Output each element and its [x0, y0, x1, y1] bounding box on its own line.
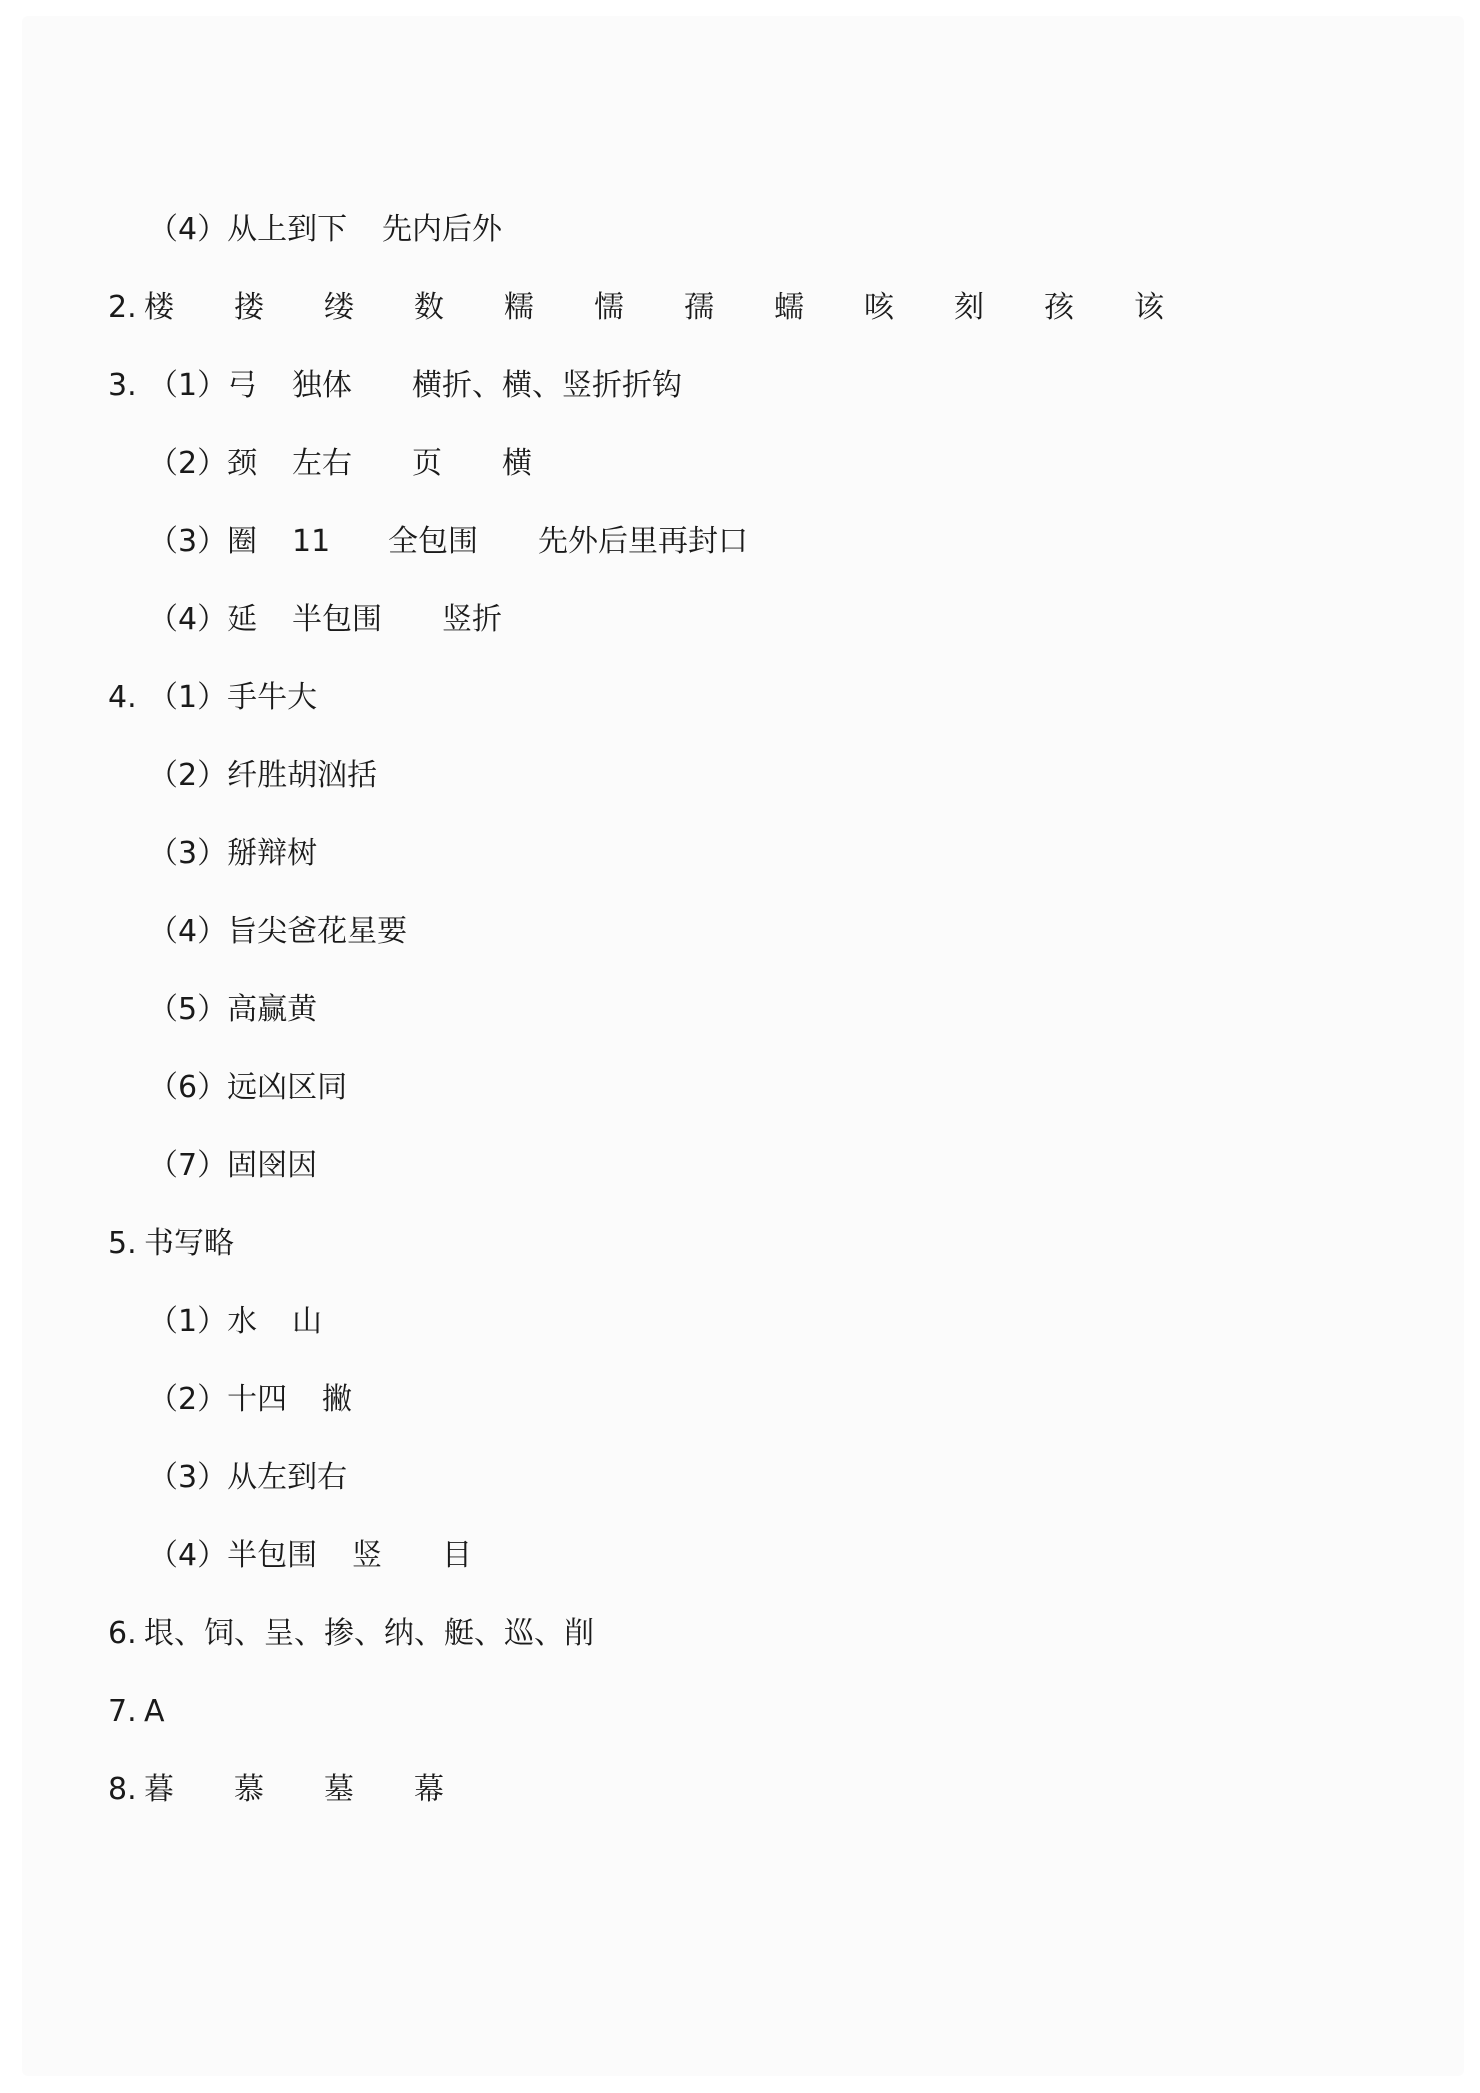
answer-text: 咳 — [864, 290, 894, 325]
question-number: 3. — [108, 368, 137, 403]
answer-text: 竖 — [352, 1538, 382, 1573]
answer-text: 先内后外 — [382, 212, 502, 247]
answer-text: 缕 — [324, 290, 354, 325]
answer-text: 垠、饲、呈、掺、纳、艇、巡、削 — [144, 1616, 594, 1651]
question-number: 7. — [108, 1694, 137, 1729]
answer-text: （3）掰辩树 — [148, 836, 318, 871]
answer-text: （1）水 — [148, 1304, 258, 1339]
answer-text: 刻 — [954, 290, 984, 325]
answer-text: （5）高赢黄 — [148, 992, 318, 1027]
answer-text: 目 — [442, 1538, 472, 1573]
answer-text: A — [144, 1694, 165, 1729]
question-number: 4. — [108, 680, 137, 715]
answer-text: （1）弓 — [148, 368, 258, 403]
answer-text: 先外后里再封口 — [538, 524, 748, 559]
answer-text: 书写略 — [144, 1226, 234, 1261]
answer-text: 蠕 — [774, 290, 804, 325]
answer-text: 幕 — [414, 1772, 444, 1807]
question-number: 5. — [108, 1226, 137, 1261]
answer-text: 数 — [414, 290, 444, 325]
answer-text: 撇 — [322, 1382, 352, 1417]
question-number: 2. — [108, 290, 137, 325]
answer-text: 11 — [292, 524, 331, 559]
answer-text: 楼 — [144, 290, 174, 325]
answer-text: 横折、横、竖折折钩 — [412, 368, 682, 403]
answer-text: （4）延 — [148, 602, 258, 637]
answer-text: 慕 — [234, 1772, 264, 1807]
question-number: 8. — [108, 1772, 137, 1807]
answer-text: （3）圈 — [148, 524, 258, 559]
question-number: 6. — [108, 1616, 137, 1651]
answer-text: 半包围 — [292, 602, 382, 637]
answer-text: 独体 — [292, 368, 352, 403]
answer-text: 左右 — [292, 446, 352, 481]
answer-text: （3）从左到右 — [148, 1460, 348, 1495]
answer-text: 暮 — [144, 1772, 174, 1807]
answer-text: 糯 — [504, 290, 534, 325]
answer-text: 该 — [1134, 290, 1164, 325]
answer-text: 孩 — [1044, 290, 1074, 325]
answer-text: （2）纤胜胡汹括 — [148, 758, 378, 793]
answer-text: （2）颈 — [148, 446, 258, 481]
answer-text: 搂 — [234, 290, 264, 325]
answer-text: （4）从上到下 — [148, 212, 348, 247]
answer-text: （4）旨尖爸花星要 — [148, 914, 408, 949]
answer-text: （6）远凶区同 — [148, 1070, 348, 1105]
answer-text: （1）手牛大 — [148, 680, 318, 715]
answer-text: 全包围 — [388, 524, 478, 559]
answer-text: （2）十四 — [148, 1382, 288, 1417]
answer-text: 竖折 — [442, 602, 502, 637]
answer-text: 页 — [412, 446, 442, 481]
answer-text: 墓 — [324, 1772, 354, 1807]
document-page — [22, 16, 1464, 2076]
answer-text: 懦 — [594, 290, 624, 325]
answer-text: （7）固囹因 — [148, 1148, 318, 1183]
answer-text: 孺 — [684, 290, 714, 325]
answer-text: （4）半包围 — [148, 1538, 318, 1573]
answer-text: 山 — [292, 1304, 322, 1339]
answer-text: 横 — [502, 446, 532, 481]
